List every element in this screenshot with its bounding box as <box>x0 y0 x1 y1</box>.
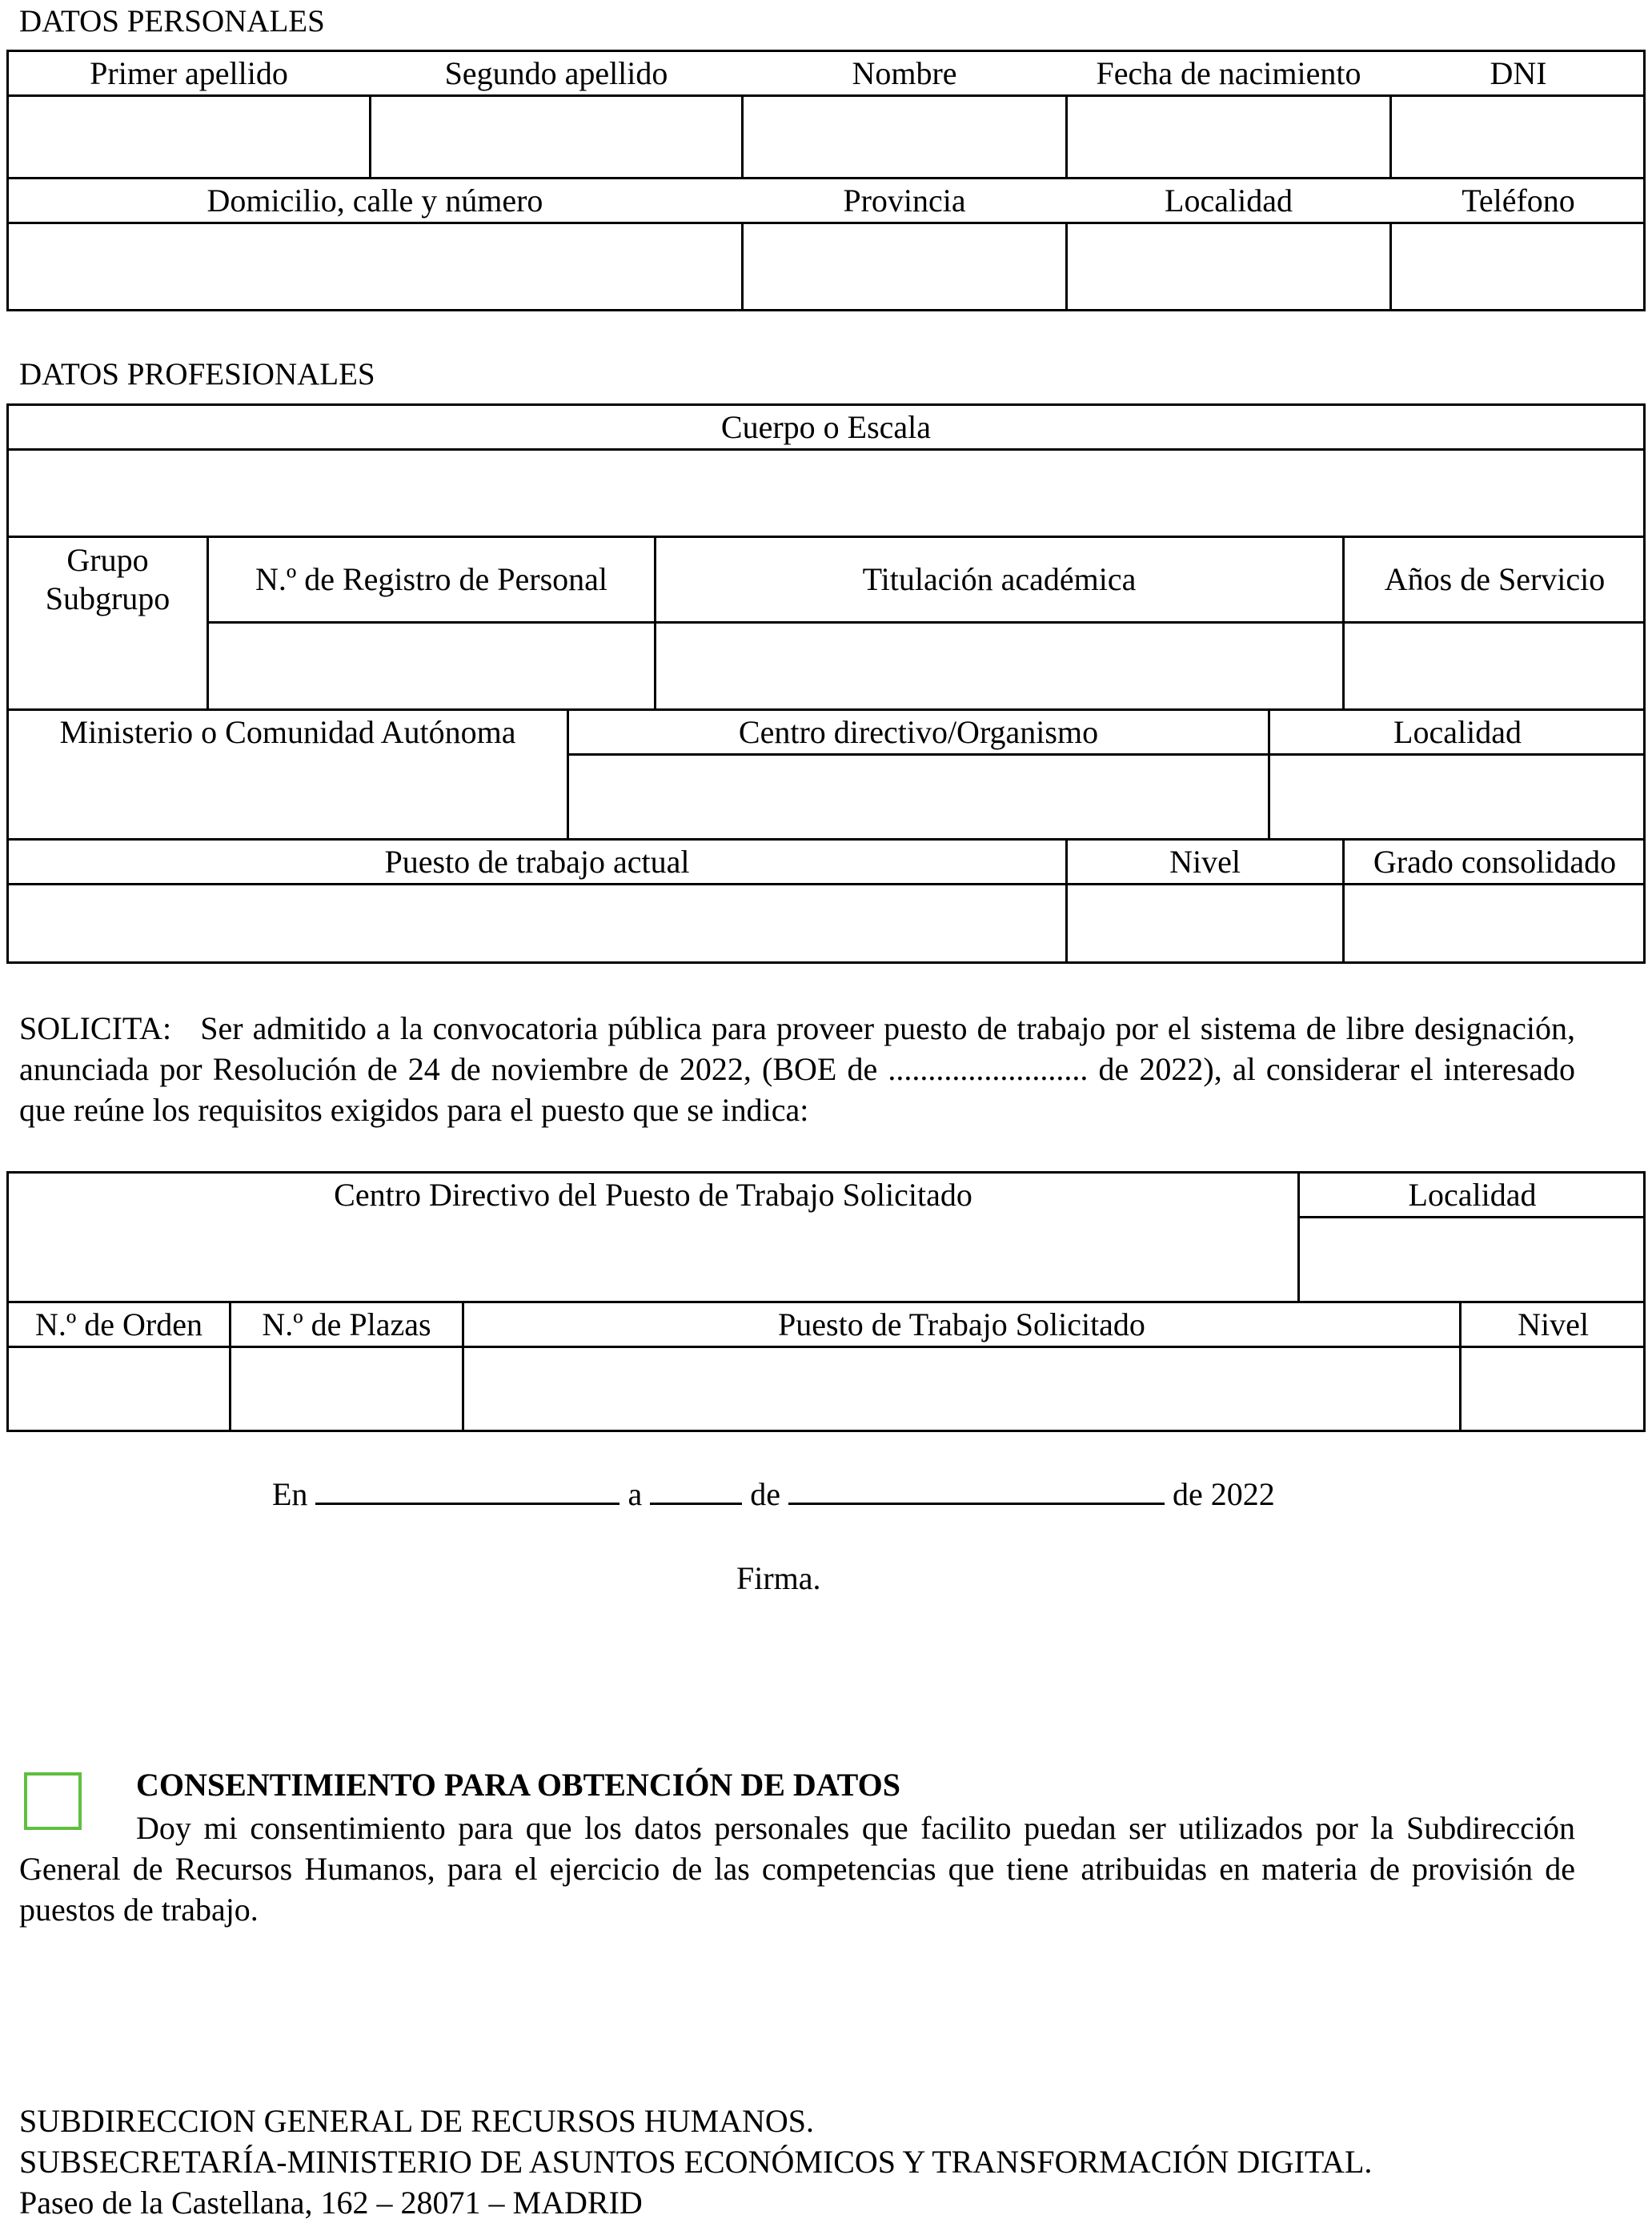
header-grupo-subgrupo: Grupo Subgrupo <box>45 542 170 616</box>
date-month-field[interactable] <box>788 1502 1165 1505</box>
header-dni: DNI <box>1490 54 1547 91</box>
header-nombre: Nombre <box>852 54 957 91</box>
section-title-personal: DATOS PERSONALES <box>19 4 325 38</box>
input-localidad-prof[interactable] <box>1270 756 1645 838</box>
date-a-label: a <box>628 1476 643 1512</box>
footer-line-2: SUBSECRETARÍA-MINISTERIO DE ASUNTOS ECONÓMICOS Y TRANSFORMACIÓN DIGITAL. <box>19 2144 1373 2180</box>
input-ministerio[interactable] <box>9 756 567 838</box>
footer-line-1: SUBDIRECCION GENERAL DE RECURSOS HUMANOS. <box>19 2103 815 2139</box>
input-nivel[interactable] <box>1068 885 1342 961</box>
header-titulacion: Titulación académica <box>862 561 1137 597</box>
date-place-field[interactable] <box>315 1502 620 1505</box>
date-de-label: de <box>750 1476 780 1512</box>
header-registro-personal: N.º de Registro de Personal <box>255 561 608 597</box>
header-grado-consolidado: Grado consolidado <box>1373 843 1617 880</box>
header-fecha-nacimiento: Fecha de nacimiento <box>1096 54 1361 91</box>
section-title-professional: DATOS PROFESIONALES <box>19 357 375 391</box>
input-fecha-nacimiento[interactable] <box>1068 97 1389 177</box>
input-cuerpo-escala[interactable] <box>9 451 1643 536</box>
input-dni[interactable] <box>1392 97 1645 177</box>
professional-data-table <box>6 403 1646 964</box>
consent-paragraph: Doy mi consentimiento para que los datos personales que facilito puedan ser utilizados por la Subdirección General de Recursos Humanos, para el ejercicio de las competencias que tiene atribuidas en materia de provisión de puestos de trabajo. <box>19 1810 1575 1928</box>
input-registro-personal[interactable] <box>209 624 654 708</box>
input-segundo-apellido[interactable] <box>371 97 741 177</box>
header-puesto-solicitado: Puesto de Trabajo Solicitado <box>778 1306 1145 1342</box>
input-nombre[interactable] <box>744 97 1065 177</box>
input-provincia[interactable] <box>744 224 1065 309</box>
header-domicilio: Domicilio, calle y número <box>206 182 543 219</box>
solicita-paragraph: SOLICITA: Ser admitido a la convocatoria pública para proveer puesto de trabajo por el sistema de libre designación, anunciada por Resolución de 24 de noviembre de 2022, (BOE de ......................... de 2022), al considerar el interesado que reúne los requisitos exigidos para el puesto que se indica: <box>19 1010 1583 1128</box>
date-line <box>272 1475 1275 1513</box>
header-puesto-actual: Puesto de trabajo actual <box>384 843 690 880</box>
input-localidad-solicitado[interactable] <box>1300 1218 1645 1301</box>
input-telefono[interactable] <box>1392 224 1645 309</box>
input-titulacion[interactable] <box>656 624 1342 708</box>
header-provincia: Provincia <box>843 182 966 219</box>
input-nivel-solicitado[interactable] <box>1462 1348 1645 1430</box>
header-localidad-prof: Localidad <box>1393 713 1522 750</box>
header-nivel-solicitado: Nivel <box>1518 1306 1589 1342</box>
input-numero-orden[interactable] <box>9 1348 229 1430</box>
header-cuerpo-escala: Cuerpo o Escala <box>720 408 932 445</box>
header-ministerio: Ministerio o Comunidad Autónoma <box>59 713 516 750</box>
header-numero-plazas: N.º de Plazas <box>262 1306 431 1342</box>
input-puesto-actual[interactable] <box>9 885 1065 961</box>
header-localidad: Localidad <box>1165 182 1293 219</box>
firma-label: Firma. <box>736 1560 821 1596</box>
date-en-label: En <box>272 1476 308 1512</box>
input-centro-directivo[interactable] <box>569 756 1268 838</box>
input-numero-plazas[interactable] <box>231 1348 462 1430</box>
header-centro-directivo: Centro directivo/Organismo <box>738 713 1099 750</box>
header-centro-solicitado: Centro Directivo del Puesto de Trabajo Solicitado <box>334 1176 972 1213</box>
input-localidad[interactable] <box>1068 224 1389 309</box>
input-grado-consolidado[interactable] <box>1345 885 1645 961</box>
input-primer-apellido[interactable] <box>9 97 369 177</box>
header-anos-servicio: Años de Servicio <box>1384 561 1606 597</box>
consent-title: CONSENTIMIENTO PARA OBTENCIÓN DE DATOS <box>136 1767 900 1803</box>
header-telefono: Teléfono <box>1462 182 1575 219</box>
header-localidad-solicitado: Localidad <box>1408 1176 1537 1213</box>
header-nivel: Nivel <box>1169 843 1241 880</box>
input-anos-servicio[interactable] <box>1345 624 1645 708</box>
header-primer-apellido: Primer apellido <box>90 54 288 91</box>
personal-data-table <box>6 50 1646 311</box>
input-grupo-subgrupo[interactable] <box>9 624 206 708</box>
date-day-field[interactable] <box>650 1502 742 1505</box>
input-puesto-solicitado[interactable] <box>464 1348 1459 1430</box>
requested-position-table <box>6 1171 1646 1432</box>
header-numero-orden: N.º de Orden <box>34 1306 202 1342</box>
header-segundo-apellido: Segundo apellido <box>444 54 668 91</box>
input-domicilio[interactable] <box>9 224 741 309</box>
input-centro-solicitado[interactable] <box>9 1218 1297 1301</box>
date-year-label: de 2022 <box>1172 1476 1275 1512</box>
footer-line-3: Paseo de la Castellana, 162 – 28071 – MADRID <box>19 2185 643 2221</box>
